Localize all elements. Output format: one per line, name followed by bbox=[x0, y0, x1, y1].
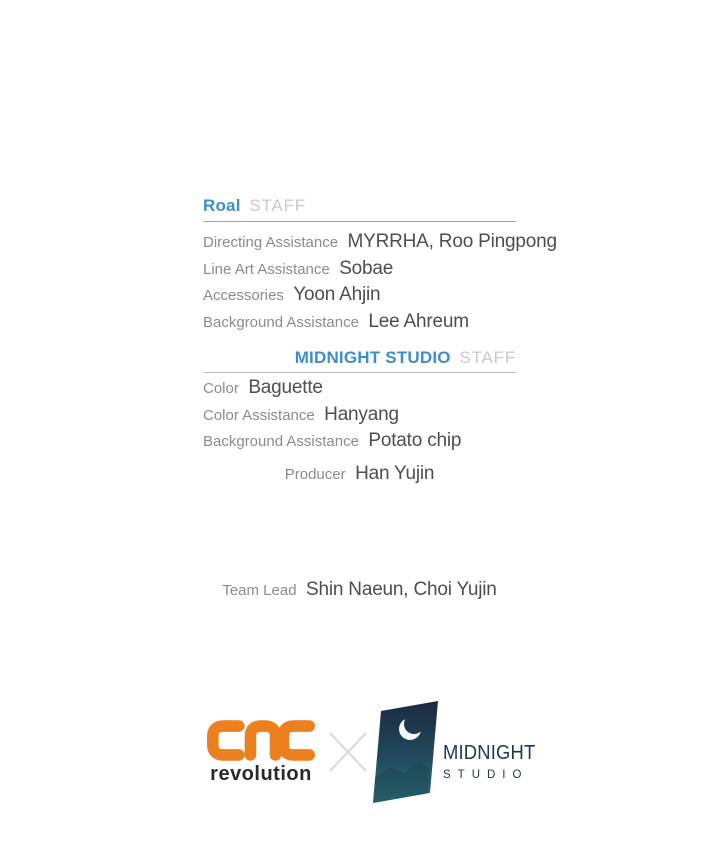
credit-names: MYRRHA, Roo Pingpong bbox=[347, 231, 557, 252]
staff-section-midnight bbox=[203, 348, 516, 488]
credit-row bbox=[203, 282, 516, 309]
credit-row bbox=[203, 229, 557, 256]
credit-names: Potato chip bbox=[368, 430, 462, 451]
credit-role: Background Assistance bbox=[203, 313, 359, 331]
cnc-wordmark-icon bbox=[207, 719, 315, 762]
brand-name: Roal bbox=[203, 196, 241, 215]
credit-names: Baguette bbox=[248, 377, 323, 398]
credit-row bbox=[203, 375, 516, 402]
credit-names: Shin Naeun, Choi Yujin bbox=[306, 579, 497, 600]
credit-role: Background Assistance bbox=[203, 433, 359, 450]
credit-role: Team Lead bbox=[222, 582, 297, 599]
credit-role: Accessories bbox=[203, 287, 284, 304]
x-separator-icon bbox=[327, 729, 369, 775]
cnc-logo bbox=[204, 719, 318, 786]
team-lead-row bbox=[203, 577, 516, 603]
credit-role: Producer bbox=[284, 465, 346, 483]
credit-role: Directing Assistance bbox=[203, 234, 339, 251]
staff-label: STAFF bbox=[249, 196, 306, 215]
credit-role: Color bbox=[203, 380, 239, 397]
section-header-midnight bbox=[203, 348, 516, 373]
credit-list bbox=[203, 375, 516, 455]
producer-row bbox=[203, 461, 516, 488]
credit-row bbox=[203, 256, 516, 283]
cnc-revolution-label: revolution bbox=[210, 763, 312, 785]
credit-row bbox=[203, 428, 516, 455]
credit-list bbox=[203, 229, 557, 335]
section-header-roal bbox=[203, 196, 516, 222]
credit-row bbox=[203, 402, 516, 429]
staff-section-roal bbox=[203, 196, 557, 335]
brand-name: MIDNIGHT STUDIO bbox=[294, 348, 451, 367]
staff-label: STAFF bbox=[459, 348, 516, 367]
credit-role: Color Assistance bbox=[203, 406, 315, 424]
credit-names: Han Yujin bbox=[355, 462, 435, 484]
midnight-studio-logo bbox=[443, 742, 543, 781]
credit-names: Yoon Ahjin bbox=[293, 284, 381, 305]
studio-label: STUDIO bbox=[443, 769, 529, 781]
credit-names: Hanyang bbox=[324, 403, 399, 425]
midnight-wordmark: MIDNIGHT bbox=[443, 742, 536, 764]
crescent-moon-icon bbox=[399, 718, 421, 740]
credit-names: Lee Ahreum bbox=[368, 310, 469, 332]
credit-row bbox=[203, 309, 516, 336]
midnight-flag-icon bbox=[372, 699, 442, 809]
credit-names: Sobae bbox=[339, 257, 394, 279]
credit-role: Line Art Assistance bbox=[203, 260, 330, 278]
